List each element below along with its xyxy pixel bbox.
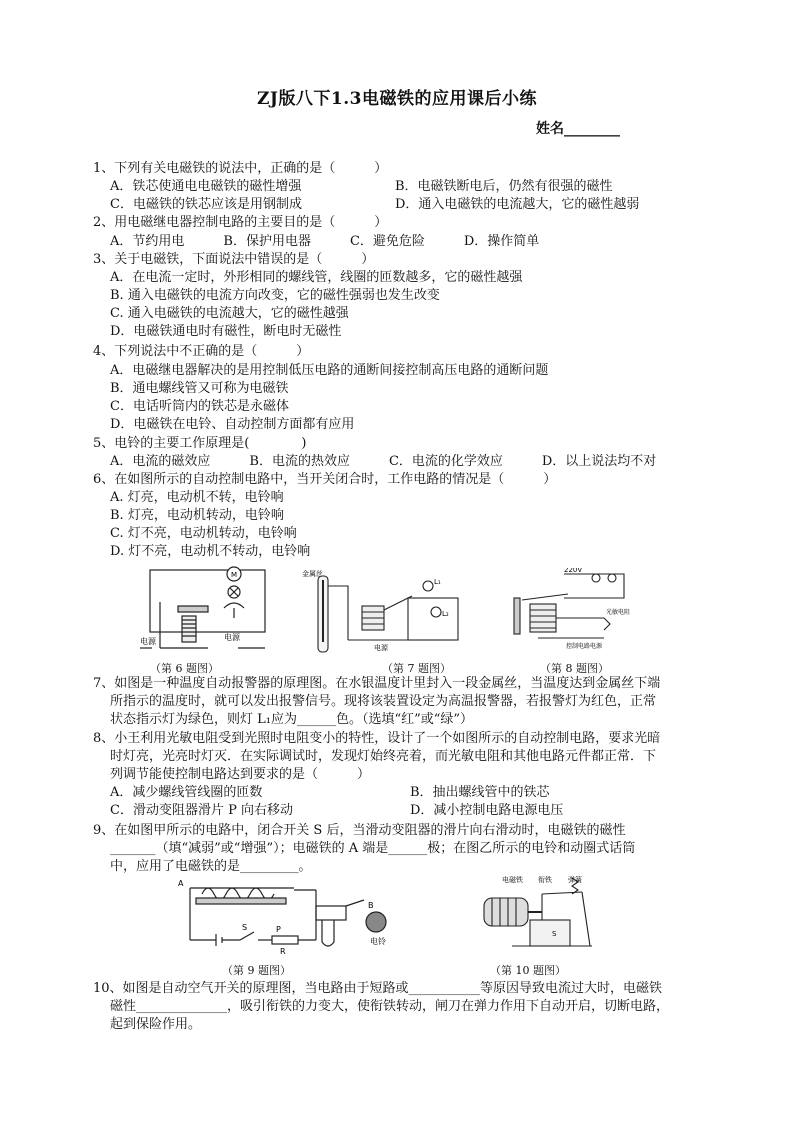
figure-8-label-control-power: 控制电路电源 [566,643,603,650]
q9-line-3: 中，应用了电磁铁的是_________。 [110,859,312,874]
q4-stem: 4、下列说法中不正确的是（ ） [93,344,310,359]
q8-line-1: 8、小王利用光敏电阻受到光照时电阻变小的特性，设计了一个如图所示的自动控制电路，要求光暗 [93,731,661,746]
q3-option-d: D．电磁铁通电时有磁性，断电时无磁性 [110,324,342,339]
figure-7-caption: （第 7 题图） [382,662,451,675]
q9-line-1: 9、在如图甲所示的电路中，闭合开关 S 后，当滑动变阻器的滑片向右滑动时，电磁铁的磁性 [93,823,626,838]
q7-line-1: 7、如图是一种温度自动报警器的原理图。在水银温度计里封入一段金属丝，当温度达到金属丝下端 [93,676,661,691]
q8-option-d: D．减小控制电路电源电压 [410,803,564,818]
q4-option-a: A．电磁继电器解决的是用控制低压电路的通断间接控制高压电路的通断问题 [110,363,549,378]
q10-line-3: 起到保险作用。 [110,1017,202,1032]
q4-option-c: C．电话听筒内的铁芯是永磁体 [110,399,289,414]
figure-10-label-spring: 弹簧 [568,876,582,884]
figure-9-caption: （第 9 题图） [222,964,291,977]
q8-option-b: B．抽出螺线管中的铁芯 [410,785,550,800]
q1-option-a: A．铁芯使通电电磁铁的磁性增强 [110,179,302,194]
figure-7-label-l1: L₁ [434,578,441,586]
figure-9-label-bell: 电铃 [370,937,386,946]
q10-line-2: 磁性______________，吸引衔铁的力变大，使衔铁转动，闸刀在弹力作用下自动开启，切断电路， [110,999,670,1014]
q4-option-b: B．通电螺线管又可称为电磁铁 [110,381,289,396]
figure-10-caption: （第 10 题图） [490,964,566,977]
figure-6-diagram [138,562,272,658]
q8-line-3: 列调节能使控制电路达到要求的是（ ） [110,767,371,782]
q3-option-a: A．在电流一定时，外形相同的螺线管，线圈的匝数越多，它的磁性越强 [110,270,523,285]
q10-line-1: 10、如图是自动空气开关的原理图，当电路由于短路或___________等原因导致电流过大时，电磁铁 [93,981,663,996]
figure-9-label-r: R [280,947,286,956]
q2-options: A．节约用电 B．保护用电器 C．避免危险 D．操作简单 [110,234,540,249]
figure-7-label-power: 电源 [374,644,388,652]
q1-option-d: D．通入电磁铁的电流越大，它的磁性越弱 [395,197,640,212]
figure-8-diagram [508,568,632,658]
figure-7-label-l2: L₂ [442,610,449,618]
q5-stem: 5、电铃的主要工作原理是( ) [93,436,307,451]
figure-9-diagram [176,880,412,960]
figure-9-label-b: B [368,901,374,910]
q8-option-a: A．减少螺线管线圈的匝数 [110,785,263,800]
figure-8-label-photoresistor: 光敏电阻 [606,609,631,616]
q7-line-3: 状态指示灯为绿色，则灯 L₁应为______色。（选填“红”或“绿”） [110,712,474,727]
q3-stem: 3、关于电磁铁，下面说法中错误的是（ ） [93,252,375,267]
q8-option-c: C．滑动变阻器滑片 P 向右移动 [110,803,293,818]
q1-option-b: B．电磁铁断电后，仍然有很强的磁性 [395,179,613,194]
figure-9-label-p: P [276,925,281,934]
q6-option-a: A. 灯亮，电动机不转，电铃响 [110,490,284,505]
figure-10-label-armature: 衔铁 [538,876,552,884]
figure-9-label-s: S [242,923,248,932]
q6-option-d: D. 灯不亮，电动机不转动，电铃响 [110,544,311,559]
page-title: ZJ版八下1.3电磁铁的应用课后小练 [256,89,538,109]
figure-6-caption: （第 6 题图） [150,662,219,675]
q1-option-c: C．电磁铁的铁芯应该是用钢制成 [110,197,302,212]
figure-7-label-wire: 金属丝 [302,570,323,578]
figure-8-label-220v: 220V [564,568,583,574]
figure-9-label-a: A [178,880,184,888]
q3-option-b: B. 通入电磁铁的电流方向改变，它的磁性强弱也发生改变 [110,288,440,303]
figure-6-label-power-2: 电源 [224,633,240,642]
q7-line-2: 所指示的温度时，就可以发出报警信号。现将该装置设定为高温报警器，若报警灯为红色，正常 [110,694,657,709]
q6-option-b: B. 灯亮，电动机转动，电铃响 [110,508,284,523]
q3-option-c: C. 通入电磁铁的电流越大，它的磁性越强 [110,306,349,321]
figure-6-motor-label: M [230,571,238,579]
figure-10-diagram [472,874,604,960]
figure-10-label-electromagnet: 电磁铁 [502,876,523,884]
figure-10-label-s: S [552,930,557,938]
q9-line-2: _______（填“减弱”或“增强”）；电磁铁的 A 端是______极；在图乙所示的电铃和动圈式话筒 [110,841,636,856]
figure-7-diagram [300,566,460,658]
figure-6-label-power-1: 电源 [140,637,156,646]
q2-stem: 2、用电磁继电器控制电路的主要目的是（ ） [93,215,388,230]
q1-stem: 1、下列有关电磁铁的说法中，正确的是（ ） [93,161,388,176]
figure-8-caption: （第 8 题图） [540,662,609,675]
q5-options: A．电流的磁效应 B．电流的热效应 C．电流的化学效应 D．以上说法均不对 [110,454,657,469]
q4-option-d: D．电磁铁在电铃、自动控制方面都有应用 [110,417,355,432]
name-field-label: 姓名________ [536,121,620,137]
q6-stem: 6、在如图所示的自动控制电路中，当开关闭合时，工作电路的情况是（ ） [93,472,557,487]
q6-option-c: C. 灯不亮，电动机转动，电铃响 [110,526,297,541]
q8-line-2: 时灯亮，光亮时灯灭．在实际调试时，发现灯始终亮着，而光敏电阻和其他电路元件都正常．下 [110,749,657,764]
